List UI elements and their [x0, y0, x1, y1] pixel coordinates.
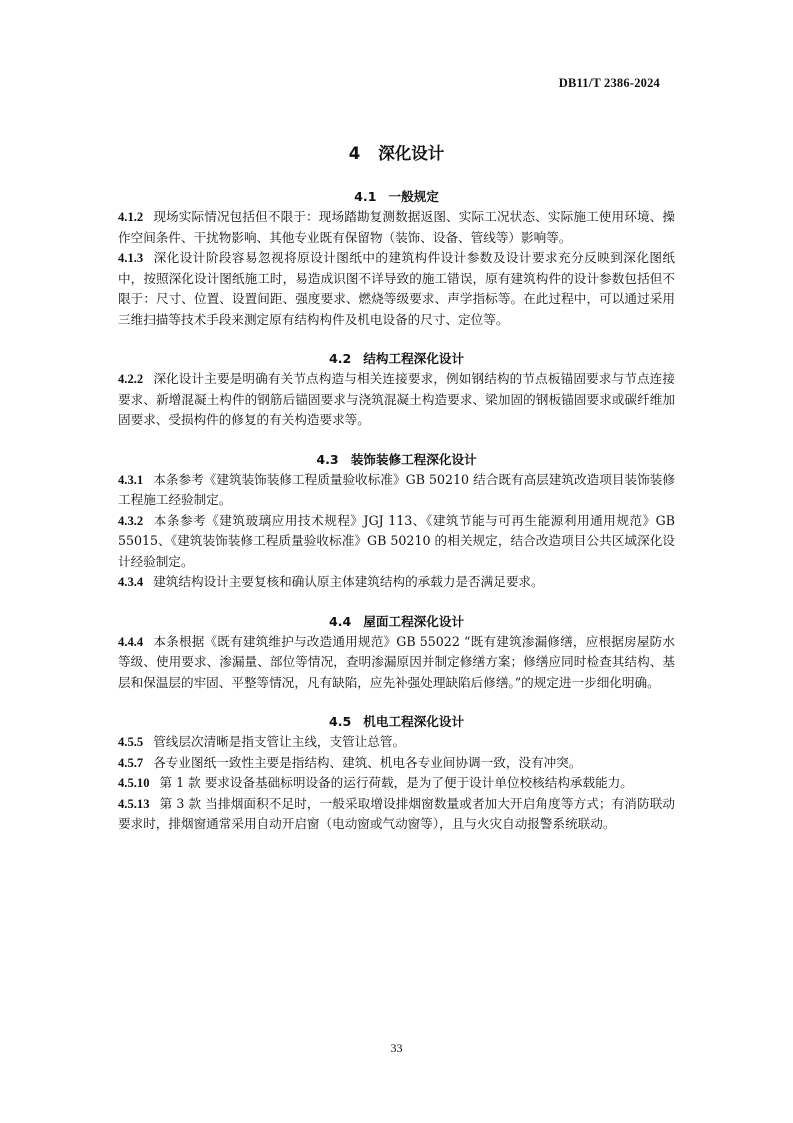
section-title	[118, 711, 675, 732]
clause-paragraph	[118, 248, 675, 330]
clause-number: 4.1.3	[118, 251, 144, 265]
section-title-text: 装饰装修工程深化设计	[350, 451, 477, 467]
clause-paragraph	[118, 369, 675, 431]
clause-number: 4.5.10	[118, 776, 150, 790]
section-title-text: 屋面工程深化设计	[363, 613, 465, 629]
clause-text: 管线层次清晰是指支管让主线，支管让总管。	[153, 734, 406, 749]
page-number: 33	[390, 1041, 403, 1055]
clause-number: 4.3.4	[118, 575, 144, 589]
section-number: 4.5	[328, 714, 352, 729]
section-title	[118, 186, 675, 207]
standard-code: DB11/T 2386-2024	[558, 76, 660, 90]
clause-text: 第 3 款 当排烟面积不足时，一般采取增设排烟窗数量或者加大开启角度等方式；有消防联动要求时，排烟窗通常采用自动开启窗（电动窗或气动窗等），且与火灾自动报警系统联动。	[118, 795, 675, 831]
clause-text: 深化设计阶段容易忽视将原设计图纸中的建筑构件设计参数及设计要求充分反映到深化图纸中，按照深化设计图纸施工时，易造成识图不详导致的施工错误，原有建筑构件的设计参数包括但不限于：尺寸、位置、设置间距、强度要求、燃烧等级要求、声学指标等。在此过程中，可以通过采用三维扫描等技术手段来测定原有结构构件及机电设备的尺寸、定位等。	[118, 250, 675, 327]
clause-number: 4.1.2	[118, 210, 144, 224]
section-number: 4.2	[328, 351, 352, 366]
section-number: 4.4	[328, 613, 352, 629]
section-title-text: 机电工程深化设计	[363, 714, 465, 729]
clause-text: 现场实际情况包括但不限于：现场踏勘复测数据返图、实际工况状态、实际施工使用环境、操作空间条件、干扰物影响、其他专业既有保留物（装饰、设备、管线等）影响等。	[118, 209, 675, 245]
clause-number: 4.5.7	[118, 755, 144, 770]
document-body	[118, 186, 675, 835]
clause-paragraph	[118, 794, 675, 835]
section-title	[118, 611, 675, 632]
clause-number: 4.5.13	[118, 796, 150, 811]
clause-paragraph	[118, 572, 675, 593]
clause-paragraph	[118, 207, 675, 248]
clause-paragraph	[118, 470, 675, 511]
clause-text: 本条根据《既有建筑维护与改造通用规范》GB 55022 “既有建筑渗漏修缮，应根据房屋防水等级、使用要求、渗漏量、部位等情况，查明渗漏原因并制定修缮方案；修缮应同时检查其结构、基层和保温层的牢固、平整等情况，凡有缺陷，应先补强处理缺陷后修缮。”的规定进一步细化明确。	[118, 633, 675, 690]
chapter-number: 4	[348, 144, 361, 163]
section-title-text: 一般规定	[388, 189, 439, 204]
clause-text: 本条参考《建筑玻璃应用技术规程》JGJ 113、《建筑节能与可再生能源利用通用规范》GB 55015、《建筑装饰装修工程质量验收标准》GB 50210 的相关规定，结合改造项目公共区域深化设计经验制定。	[118, 512, 675, 569]
clause-text: 第 1 款 要求设备基础标明设备的运行荷载，是为了便于设计单位校核结构承载能力。	[159, 775, 633, 790]
clause-number: 4.3.1	[118, 472, 144, 487]
clause-paragraph	[118, 732, 675, 753]
section-title-text: 结构工程深化设计	[363, 351, 465, 366]
clause-text: 深化设计主要是明确有关节点构造与相关连接要求，例如钢结构的节点板锚固要求与节点连接要求、新增混凝土构件的钢筋后锚固要求与浇筑混凝土构造要求、梁加固的钢板锚固要求或碳纤维加固要求、受损构件的修复的有关构造要求等。	[118, 371, 675, 427]
clause-paragraph	[118, 511, 675, 573]
section-number: 4.1	[354, 189, 377, 204]
clause-text: 建筑结构设计主要复核和确认原主体建筑结构的承载力是否满足要求。	[153, 574, 544, 589]
clause-paragraph	[118, 632, 675, 694]
clause-number: 4.4.4	[118, 634, 144, 649]
section-title	[118, 449, 675, 470]
clause-number: 4.3.2	[118, 513, 144, 528]
clause-text: 各专业图纸一致性主要是指结构、建筑、机电各专业间协调一致，没有冲突。	[153, 754, 582, 770]
chapter-title	[0, 140, 793, 164]
section-title	[118, 348, 675, 369]
clause-number: 4.2.2	[118, 372, 144, 386]
clause-number: 4.5.5	[118, 735, 144, 749]
clause-paragraph	[118, 753, 675, 774]
clause-text: 本条参考《建筑装饰装修工程质量验收标准》GB 50210 结合既有高层建筑改造项目装饰装修工程施工经验制定。	[118, 471, 675, 507]
chapter-title-text: 深化设计	[378, 144, 445, 163]
clause-paragraph	[118, 773, 675, 794]
section-number: 4.3	[316, 451, 339, 467]
